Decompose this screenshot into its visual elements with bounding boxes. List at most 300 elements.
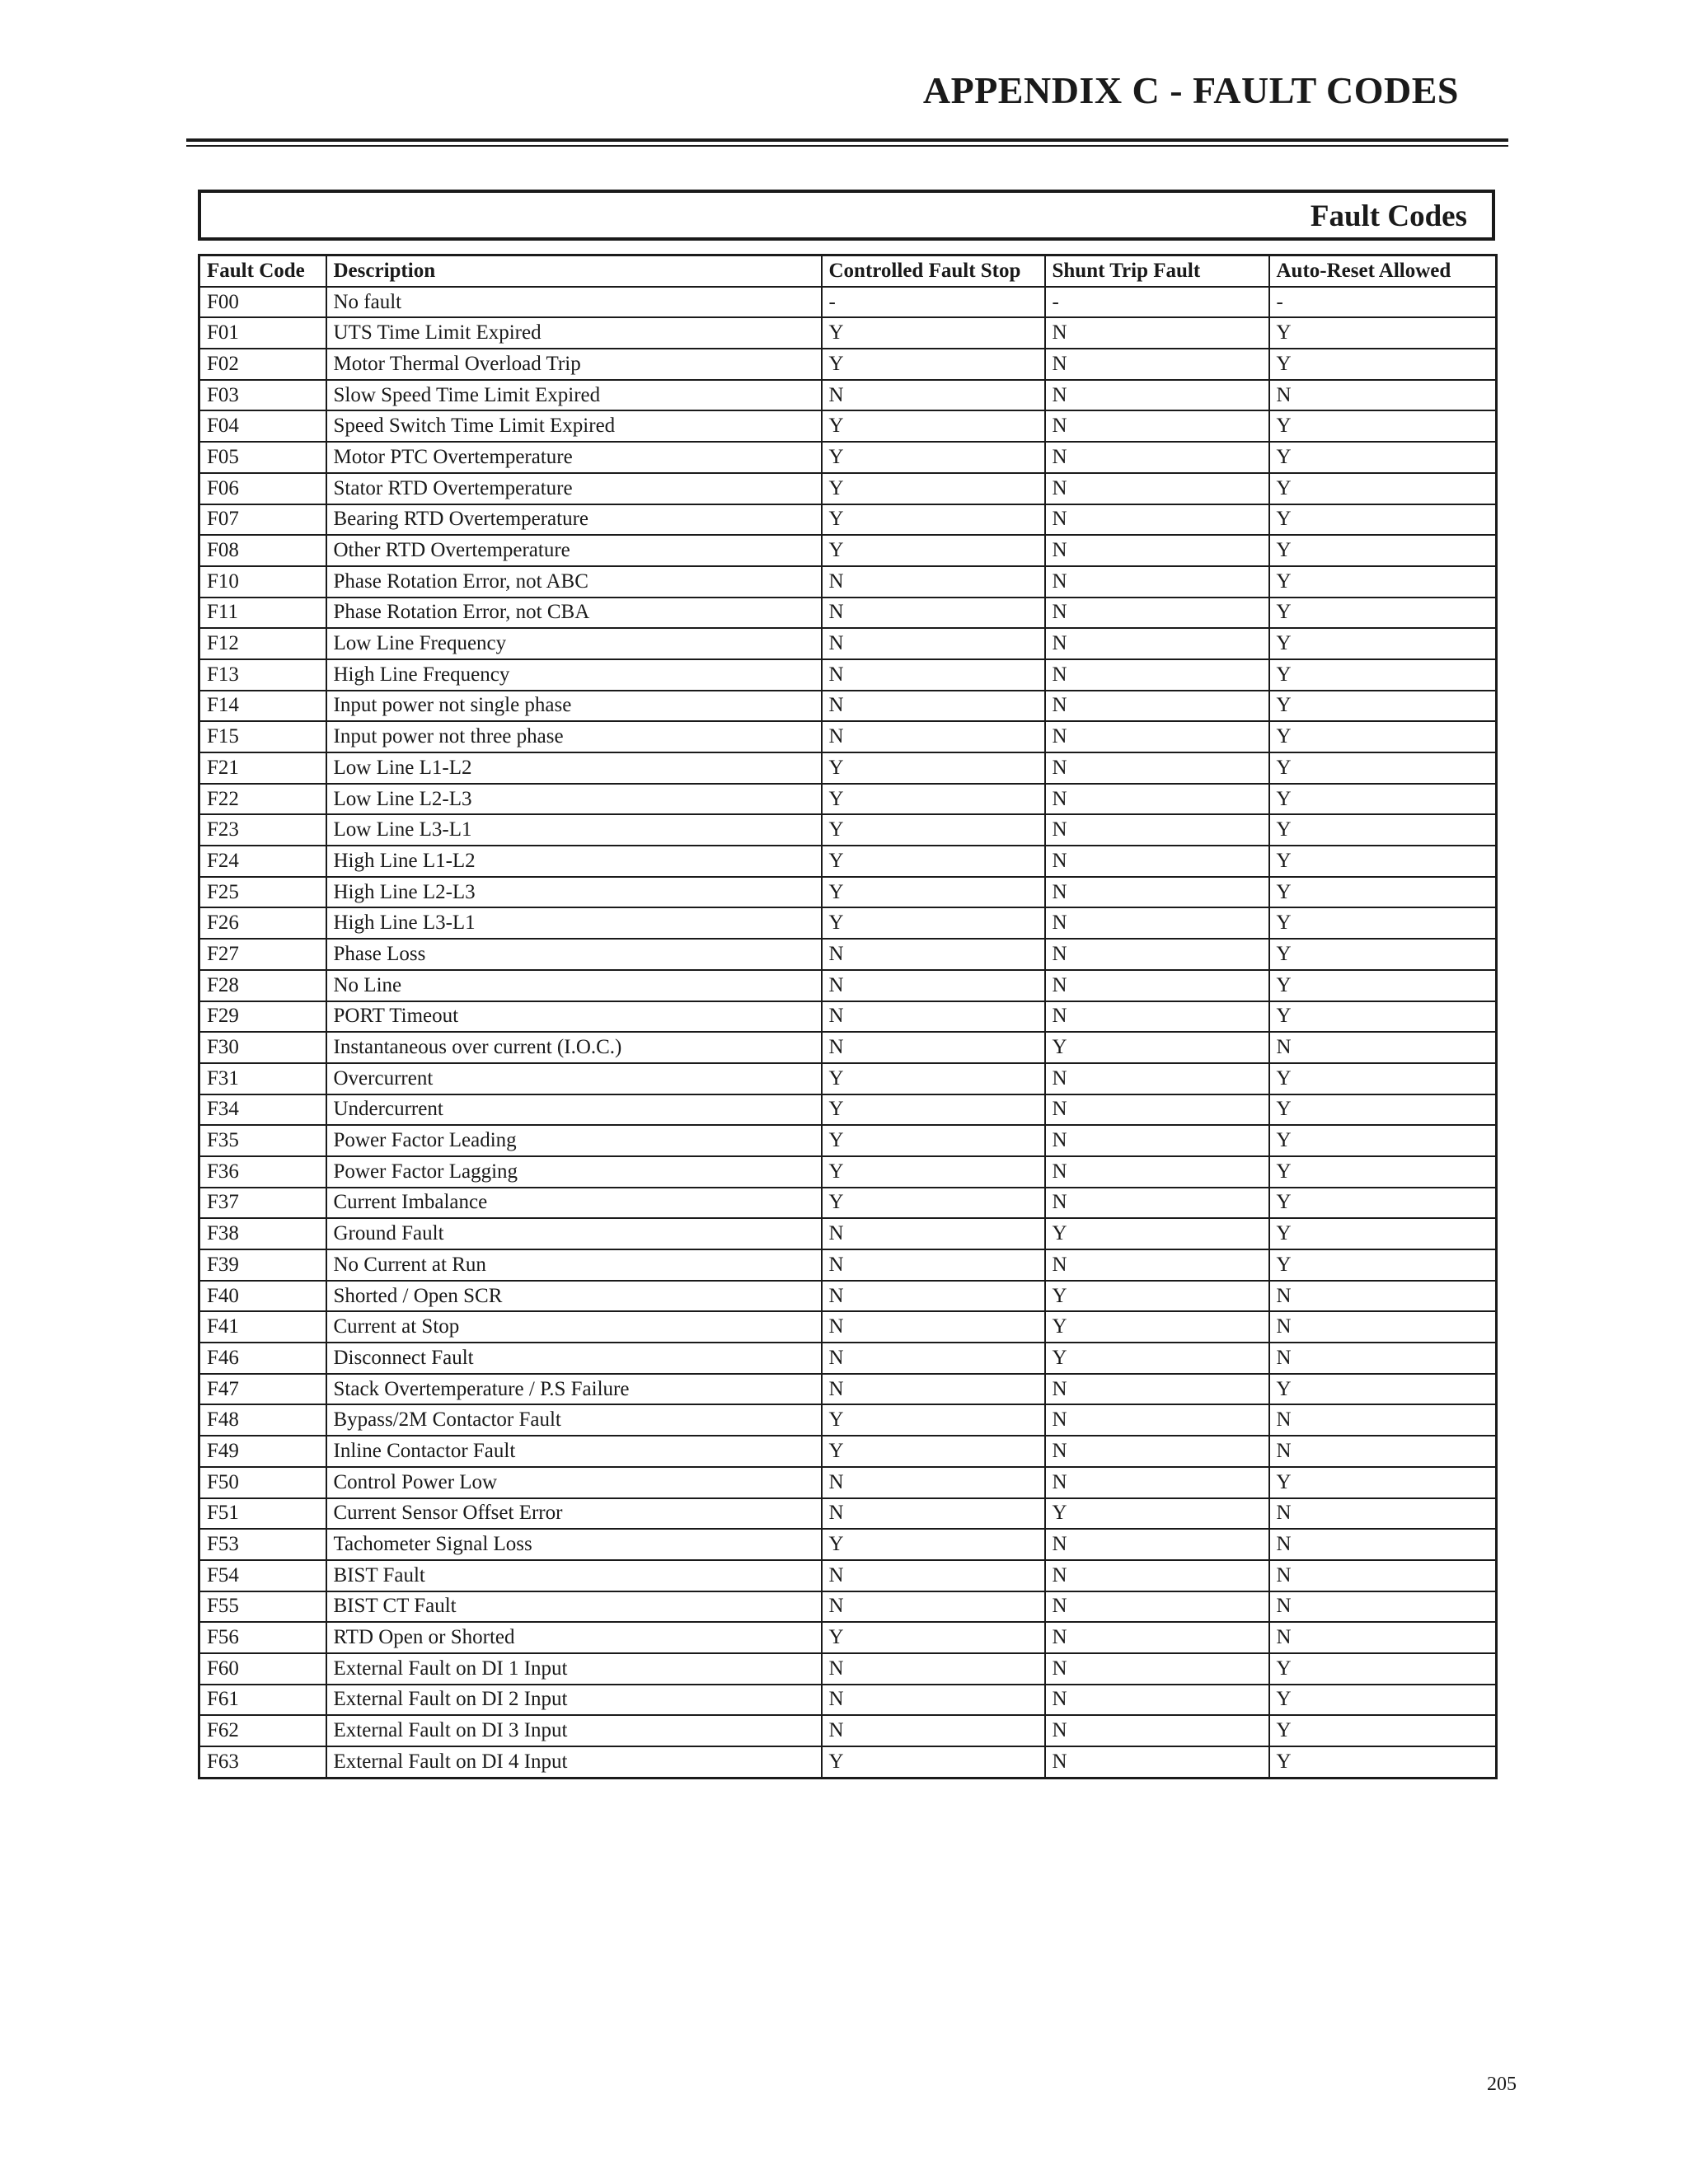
cell-fault-code: F28 — [199, 970, 326, 1001]
cell-controlled-fault-stop: N — [822, 1343, 1045, 1374]
page-number: 205 — [1487, 2074, 1517, 2095]
cell-shunt-trip-fault: N — [1045, 784, 1269, 815]
cell-controlled-fault-stop: Y — [822, 1188, 1045, 1219]
cell-description: Motor Thermal Overload Trip — [326, 349, 822, 380]
cell-fault-code: F31 — [199, 1063, 326, 1094]
cell-description: External Fault on DI 3 Input — [326, 1715, 822, 1746]
table-row — [199, 1374, 1497, 1405]
cell-shunt-trip-fault: N — [1045, 814, 1269, 846]
cell-auto-reset-allowed: Y — [1269, 784, 1497, 815]
cell-auto-reset-allowed: Y — [1269, 1653, 1497, 1685]
cell-fault-code: F01 — [199, 317, 326, 349]
cell-auto-reset-allowed: Y — [1269, 349, 1497, 380]
cell-auto-reset-allowed: N — [1269, 1622, 1497, 1653]
table-body — [199, 287, 1497, 1779]
cell-shunt-trip-fault: N — [1045, 721, 1269, 752]
cell-description: Current Imbalance — [326, 1188, 822, 1219]
cell-description: RTD Open or Shorted — [326, 1622, 822, 1653]
cell-shunt-trip-fault: N — [1045, 970, 1269, 1001]
table-row — [199, 349, 1497, 380]
cell-controlled-fault-stop: Y — [822, 410, 1045, 442]
cell-description: Current at Stop — [326, 1311, 822, 1343]
cell-controlled-fault-stop: Y — [822, 846, 1045, 877]
cell-controlled-fault-stop: Y — [822, 535, 1045, 566]
cell-auto-reset-allowed: Y — [1269, 317, 1497, 349]
table-row — [199, 1188, 1497, 1219]
table-row — [199, 907, 1497, 939]
cell-fault-code: F11 — [199, 598, 326, 629]
cell-auto-reset-allowed: - — [1269, 287, 1497, 318]
cell-auto-reset-allowed: N — [1269, 1281, 1497, 1312]
cell-shunt-trip-fault: Y — [1045, 1343, 1269, 1374]
cell-fault-code: F54 — [199, 1560, 326, 1591]
cell-fault-code: F15 — [199, 721, 326, 752]
cell-fault-code: F25 — [199, 877, 326, 908]
cell-fault-code: F46 — [199, 1343, 326, 1374]
cell-shunt-trip-fault: Y — [1045, 1311, 1269, 1343]
cell-description: Phase Rotation Error, not CBA — [326, 598, 822, 629]
cell-shunt-trip-fault: N — [1045, 1715, 1269, 1746]
cell-auto-reset-allowed: Y — [1269, 628, 1497, 659]
cell-auto-reset-allowed: Y — [1269, 442, 1497, 473]
cell-shunt-trip-fault: N — [1045, 691, 1269, 722]
cell-controlled-fault-stop: N — [822, 566, 1045, 598]
cell-controlled-fault-stop: - — [822, 287, 1045, 318]
cell-description: Low Line L3-L1 — [326, 814, 822, 846]
cell-description: Disconnect Fault — [326, 1343, 822, 1374]
cell-fault-code: F10 — [199, 566, 326, 598]
cell-shunt-trip-fault: Y — [1045, 1498, 1269, 1530]
cell-controlled-fault-stop: N — [822, 1715, 1045, 1746]
cell-controlled-fault-stop: N — [822, 598, 1045, 629]
cell-fault-code: F04 — [199, 410, 326, 442]
cell-fault-code: F62 — [199, 1715, 326, 1746]
cell-auto-reset-allowed: Y — [1269, 752, 1497, 784]
cell-auto-reset-allowed: N — [1269, 1311, 1497, 1343]
cell-fault-code: F02 — [199, 349, 326, 380]
cell-description: Overcurrent — [326, 1063, 822, 1094]
cell-controlled-fault-stop: N — [822, 1311, 1045, 1343]
cell-shunt-trip-fault: N — [1045, 473, 1269, 504]
cell-controlled-fault-stop: Y — [822, 349, 1045, 380]
cell-description: Input power not single phase — [326, 691, 822, 722]
cell-controlled-fault-stop: Y — [822, 814, 1045, 846]
table-row — [199, 1560, 1497, 1591]
cell-shunt-trip-fault: N — [1045, 907, 1269, 939]
cell-auto-reset-allowed: N — [1269, 1404, 1497, 1436]
cell-fault-code: F08 — [199, 535, 326, 566]
cell-shunt-trip-fault: N — [1045, 628, 1269, 659]
table-row — [199, 1063, 1497, 1094]
cell-description: Input power not three phase — [326, 721, 822, 752]
cell-fault-code: F39 — [199, 1249, 326, 1281]
cell-shunt-trip-fault: N — [1045, 1653, 1269, 1685]
cell-shunt-trip-fault: N — [1045, 1529, 1269, 1560]
cell-description: Phase Rotation Error, not ABC — [326, 566, 822, 598]
cell-auto-reset-allowed: N — [1269, 1436, 1497, 1467]
cell-fault-code: F21 — [199, 752, 326, 784]
cell-fault-code: F51 — [199, 1498, 326, 1530]
cell-auto-reset-allowed: N — [1269, 1032, 1497, 1063]
cell-description: Stator RTD Overtemperature — [326, 473, 822, 504]
cell-shunt-trip-fault: N — [1045, 1374, 1269, 1405]
cell-auto-reset-allowed: N — [1269, 1591, 1497, 1623]
cell-description: PORT Timeout — [326, 1001, 822, 1033]
cell-auto-reset-allowed: Y — [1269, 1218, 1497, 1249]
cell-description: Slow Speed Time Limit Expired — [326, 380, 822, 411]
cell-auto-reset-allowed: Y — [1269, 1467, 1497, 1498]
cell-fault-code: F23 — [199, 814, 326, 846]
cell-controlled-fault-stop: N — [822, 1281, 1045, 1312]
table-row — [199, 504, 1497, 536]
cell-controlled-fault-stop: Y — [822, 1125, 1045, 1156]
cell-auto-reset-allowed: Y — [1269, 907, 1497, 939]
cell-fault-code: F49 — [199, 1436, 326, 1467]
cell-controlled-fault-stop: Y — [822, 1622, 1045, 1653]
cell-fault-code: F34 — [199, 1094, 326, 1126]
cell-description: Power Factor Lagging — [326, 1156, 822, 1188]
cell-description: No fault — [326, 287, 822, 318]
table-row — [199, 1498, 1497, 1530]
cell-controlled-fault-stop: N — [822, 1032, 1045, 1063]
cell-description: BIST Fault — [326, 1560, 822, 1591]
table-row — [199, 1156, 1497, 1188]
cell-description: High Line L1-L2 — [326, 846, 822, 877]
cell-controlled-fault-stop: N — [822, 1560, 1045, 1591]
cell-description: High Line L3-L1 — [326, 907, 822, 939]
cell-auto-reset-allowed: Y — [1269, 473, 1497, 504]
cell-auto-reset-allowed: Y — [1269, 504, 1497, 536]
cell-controlled-fault-stop: Y — [822, 1404, 1045, 1436]
table-row — [199, 846, 1497, 877]
table-row — [199, 1404, 1497, 1436]
cell-controlled-fault-stop: N — [822, 1249, 1045, 1281]
cell-auto-reset-allowed: Y — [1269, 1063, 1497, 1094]
table-row — [199, 784, 1497, 815]
cell-description: Low Line L2-L3 — [326, 784, 822, 815]
table-row — [199, 939, 1497, 970]
cell-fault-code: F60 — [199, 1653, 326, 1685]
column-header-shunt-trip-fault: Shunt Trip Fault — [1045, 255, 1269, 287]
table-row — [199, 1715, 1497, 1746]
cell-controlled-fault-stop: N — [822, 721, 1045, 752]
cell-auto-reset-allowed: Y — [1269, 1188, 1497, 1219]
cell-controlled-fault-stop: Y — [822, 907, 1045, 939]
cell-controlled-fault-stop: N — [822, 1653, 1045, 1685]
cell-shunt-trip-fault: N — [1045, 1156, 1269, 1188]
table-row — [199, 1529, 1497, 1560]
cell-fault-code: F36 — [199, 1156, 326, 1188]
table-row — [199, 1249, 1497, 1281]
table-row — [199, 535, 1497, 566]
cell-auto-reset-allowed: Y — [1269, 1094, 1497, 1126]
cell-description: External Fault on DI 4 Input — [326, 1746, 822, 1778]
cell-description: External Fault on DI 2 Input — [326, 1685, 822, 1716]
cell-auto-reset-allowed: Y — [1269, 877, 1497, 908]
cell-shunt-trip-fault: N — [1045, 1001, 1269, 1033]
cell-shunt-trip-fault: N — [1045, 1063, 1269, 1094]
cell-auto-reset-allowed: N — [1269, 1498, 1497, 1530]
cell-auto-reset-allowed: Y — [1269, 598, 1497, 629]
table-row — [199, 1125, 1497, 1156]
cell-description: High Line L2-L3 — [326, 877, 822, 908]
cell-shunt-trip-fault: N — [1045, 659, 1269, 691]
cell-shunt-trip-fault: N — [1045, 442, 1269, 473]
table-row — [199, 970, 1497, 1001]
cell-fault-code: F22 — [199, 784, 326, 815]
cell-shunt-trip-fault: N — [1045, 939, 1269, 970]
table-row — [199, 1032, 1497, 1063]
table-header-row — [199, 255, 1497, 287]
table-row — [199, 566, 1497, 598]
appendix-title: APPENDIX C - FAULT CODES — [922, 69, 1459, 111]
cell-shunt-trip-fault: Y — [1045, 1032, 1269, 1063]
cell-shunt-trip-fault: N — [1045, 1622, 1269, 1653]
cell-description: UTS Time Limit Expired — [326, 317, 822, 349]
cell-description: Current Sensor Offset Error — [326, 1498, 822, 1530]
cell-auto-reset-allowed: Y — [1269, 846, 1497, 877]
cell-controlled-fault-stop: N — [822, 1467, 1045, 1498]
cell-fault-code: F24 — [199, 846, 326, 877]
cell-auto-reset-allowed: Y — [1269, 1001, 1497, 1033]
cell-controlled-fault-stop: Y — [822, 1094, 1045, 1126]
cell-auto-reset-allowed: Y — [1269, 566, 1497, 598]
cell-shunt-trip-fault: N — [1045, 1404, 1269, 1436]
cell-auto-reset-allowed: N — [1269, 380, 1497, 411]
cell-controlled-fault-stop: Y — [822, 504, 1045, 536]
cell-fault-code: F53 — [199, 1529, 326, 1560]
table-row — [199, 442, 1497, 473]
cell-fault-code: F56 — [199, 1622, 326, 1653]
cell-description: Instantaneous over current (I.O.C.) — [326, 1032, 822, 1063]
cell-shunt-trip-fault: N — [1045, 1560, 1269, 1591]
cell-auto-reset-allowed: Y — [1269, 1746, 1497, 1778]
cell-fault-code: F37 — [199, 1188, 326, 1219]
cell-shunt-trip-fault: N — [1045, 598, 1269, 629]
table-row — [199, 877, 1497, 908]
cell-fault-code: F06 — [199, 473, 326, 504]
table-row — [199, 380, 1497, 411]
cell-controlled-fault-stop: Y — [822, 1529, 1045, 1560]
cell-controlled-fault-stop: Y — [822, 1156, 1045, 1188]
cell-description: Ground Fault — [326, 1218, 822, 1249]
cell-shunt-trip-fault: N — [1045, 752, 1269, 784]
cell-description: High Line Frequency — [326, 659, 822, 691]
cell-fault-code: F30 — [199, 1032, 326, 1063]
cell-fault-code: F05 — [199, 442, 326, 473]
cell-auto-reset-allowed: N — [1269, 1529, 1497, 1560]
table-row — [199, 1622, 1497, 1653]
cell-description: Speed Switch Time Limit Expired — [326, 410, 822, 442]
cell-description: Bypass/2M Contactor Fault — [326, 1404, 822, 1436]
cell-shunt-trip-fault: N — [1045, 1685, 1269, 1716]
cell-description: Other RTD Overtemperature — [326, 535, 822, 566]
cell-auto-reset-allowed: Y — [1269, 1715, 1497, 1746]
cell-auto-reset-allowed: Y — [1269, 535, 1497, 566]
cell-shunt-trip-fault: N — [1045, 1125, 1269, 1156]
table-row — [199, 628, 1497, 659]
cell-fault-code: F35 — [199, 1125, 326, 1156]
cell-auto-reset-allowed: Y — [1269, 1156, 1497, 1188]
cell-fault-code: F38 — [199, 1218, 326, 1249]
cell-shunt-trip-fault: N — [1045, 1591, 1269, 1623]
cell-controlled-fault-stop: N — [822, 1001, 1045, 1033]
cell-controlled-fault-stop: Y — [822, 752, 1045, 784]
cell-fault-code: F07 — [199, 504, 326, 536]
cell-controlled-fault-stop: Y — [822, 1746, 1045, 1778]
cell-description: Low Line L1-L2 — [326, 752, 822, 784]
cell-fault-code: F13 — [199, 659, 326, 691]
table-row — [199, 1467, 1497, 1498]
cell-description: No Line — [326, 970, 822, 1001]
cell-fault-code: F26 — [199, 907, 326, 939]
page-header — [186, 66, 1508, 147]
cell-shunt-trip-fault: N — [1045, 877, 1269, 908]
cell-description: Stack Overtemperature / P.S Failure — [326, 1374, 822, 1405]
cell-controlled-fault-stop: Y — [822, 1063, 1045, 1094]
cell-description: Inline Contactor Fault — [326, 1436, 822, 1467]
cell-description: Bearing RTD Overtemperature — [326, 504, 822, 536]
cell-description: Low Line Frequency — [326, 628, 822, 659]
cell-auto-reset-allowed: Y — [1269, 939, 1497, 970]
cell-shunt-trip-fault: N — [1045, 410, 1269, 442]
cell-controlled-fault-stop: N — [822, 970, 1045, 1001]
table-row — [199, 752, 1497, 784]
column-header-fault-code: Fault Code — [199, 255, 326, 287]
cell-description: Shorted / Open SCR — [326, 1281, 822, 1312]
fault-codes-table — [198, 254, 1498, 1779]
table-row — [199, 1685, 1497, 1716]
cell-shunt-trip-fault: N — [1045, 1249, 1269, 1281]
table-title: Fault Codes — [198, 190, 1495, 241]
cell-controlled-fault-stop: N — [822, 1685, 1045, 1716]
cell-shunt-trip-fault: N — [1045, 566, 1269, 598]
cell-controlled-fault-stop: N — [822, 939, 1045, 970]
cell-auto-reset-allowed: Y — [1269, 659, 1497, 691]
cell-description: Undercurrent — [326, 1094, 822, 1126]
cell-controlled-fault-stop: N — [822, 380, 1045, 411]
table-row — [199, 1653, 1497, 1685]
cell-auto-reset-allowed: Y — [1269, 1249, 1497, 1281]
cell-auto-reset-allowed: Y — [1269, 410, 1497, 442]
cell-fault-code: F29 — [199, 1001, 326, 1033]
cell-shunt-trip-fault: N — [1045, 380, 1269, 411]
cell-controlled-fault-stop: Y — [822, 1436, 1045, 1467]
cell-description: Motor PTC Overtemperature — [326, 442, 822, 473]
table-row — [199, 814, 1497, 846]
cell-fault-code: F12 — [199, 628, 326, 659]
cell-auto-reset-allowed: N — [1269, 1343, 1497, 1374]
cell-fault-code: F48 — [199, 1404, 326, 1436]
cell-controlled-fault-stop: N — [822, 691, 1045, 722]
cell-fault-code: F61 — [199, 1685, 326, 1716]
cell-fault-code: F63 — [199, 1746, 326, 1778]
cell-fault-code: F03 — [199, 380, 326, 411]
table-row — [199, 1591, 1497, 1623]
cell-controlled-fault-stop: N — [822, 1591, 1045, 1623]
table-row — [199, 1001, 1497, 1033]
cell-shunt-trip-fault: N — [1045, 1746, 1269, 1778]
table-row — [199, 1281, 1497, 1312]
cell-controlled-fault-stop: Y — [822, 877, 1045, 908]
cell-auto-reset-allowed: Y — [1269, 721, 1497, 752]
table-row — [199, 410, 1497, 442]
cell-fault-code: F50 — [199, 1467, 326, 1498]
cell-controlled-fault-stop: N — [822, 628, 1045, 659]
fault-codes-section — [198, 190, 1495, 1779]
cell-description: Power Factor Leading — [326, 1125, 822, 1156]
table-row — [199, 1343, 1497, 1374]
cell-description: Tachometer Signal Loss — [326, 1529, 822, 1560]
column-header-auto-reset-allowed: Auto-Reset Allowed — [1269, 255, 1497, 287]
cell-auto-reset-allowed: Y — [1269, 691, 1497, 722]
cell-shunt-trip-fault: N — [1045, 349, 1269, 380]
cell-fault-code: F55 — [199, 1591, 326, 1623]
cell-shunt-trip-fault: Y — [1045, 1218, 1269, 1249]
cell-controlled-fault-stop: Y — [822, 442, 1045, 473]
table-row — [199, 659, 1497, 691]
cell-fault-code: F40 — [199, 1281, 326, 1312]
table-row — [199, 1094, 1497, 1126]
cell-auto-reset-allowed: N — [1269, 1560, 1497, 1591]
table-row — [199, 1746, 1497, 1778]
cell-controlled-fault-stop: N — [822, 1374, 1045, 1405]
table-row — [199, 1311, 1497, 1343]
table-row — [199, 598, 1497, 629]
table-row — [199, 691, 1497, 722]
table-row — [199, 287, 1497, 318]
table-row — [199, 317, 1497, 349]
cell-fault-code: F14 — [199, 691, 326, 722]
cell-shunt-trip-fault: N — [1045, 535, 1269, 566]
cell-auto-reset-allowed: Y — [1269, 1125, 1497, 1156]
cell-controlled-fault-stop: N — [822, 659, 1045, 691]
cell-shunt-trip-fault: N — [1045, 317, 1269, 349]
cell-description: No Current at Run — [326, 1249, 822, 1281]
cell-auto-reset-allowed: Y — [1269, 970, 1497, 1001]
cell-controlled-fault-stop: Y — [822, 473, 1045, 504]
column-header-controlled-fault-stop: Controlled Fault Stop — [822, 255, 1045, 287]
cell-auto-reset-allowed: Y — [1269, 1374, 1497, 1405]
header-rule-thick — [186, 138, 1508, 142]
cell-controlled-fault-stop: Y — [822, 784, 1045, 815]
table-row — [199, 1218, 1497, 1249]
cell-auto-reset-allowed: Y — [1269, 814, 1497, 846]
cell-shunt-trip-fault: N — [1045, 504, 1269, 536]
cell-controlled-fault-stop: N — [822, 1218, 1045, 1249]
cell-fault-code: F27 — [199, 939, 326, 970]
table-row — [199, 473, 1497, 504]
cell-auto-reset-allowed: Y — [1269, 1685, 1497, 1716]
cell-description: Phase Loss — [326, 939, 822, 970]
cell-fault-code: F00 — [199, 287, 326, 318]
column-header-description: Description — [326, 255, 822, 287]
cell-shunt-trip-fault: N — [1045, 1094, 1269, 1126]
cell-fault-code: F41 — [199, 1311, 326, 1343]
table-row — [199, 1436, 1497, 1467]
cell-fault-code: F47 — [199, 1374, 326, 1405]
table-row — [199, 721, 1497, 752]
cell-shunt-trip-fault: N — [1045, 1188, 1269, 1219]
cell-description: BIST CT Fault — [326, 1591, 822, 1623]
cell-controlled-fault-stop: Y — [822, 317, 1045, 349]
header-rule-thin — [186, 145, 1508, 147]
cell-shunt-trip-fault: - — [1045, 287, 1269, 318]
cell-controlled-fault-stop: N — [822, 1498, 1045, 1530]
cell-shunt-trip-fault: N — [1045, 846, 1269, 877]
cell-shunt-trip-fault: Y — [1045, 1281, 1269, 1312]
cell-description: Control Power Low — [326, 1467, 822, 1498]
